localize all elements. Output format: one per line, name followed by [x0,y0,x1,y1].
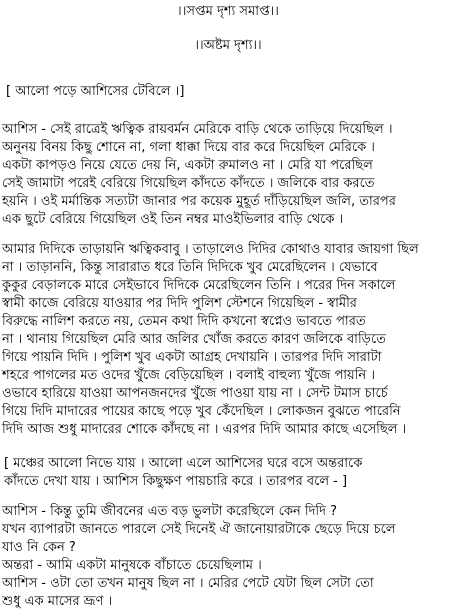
paragraph-line: আশিস - সেই রাত্রেই ঋত্বিক রায়বর্মন মেরিকে বাড়ি থেকে তাড়িয়ে দিয়েছিল । [2,122,393,137]
dialogue-line: আশিস - কিন্তু তুমি জীবনের এত বড় ভুলটা করেছিলে কেন দিদি ? [2,504,337,519]
dialogue-line: যখন ব্যাপারটা জানতে পারলে সেই দিনেই ঐ জানোয়ারটাকে ছেড়ে দিয়ে চলে [2,522,396,537]
paragraph-line: অনুনয় বিনয় কিছু শোনে না, গলা ধাক্কা দিয়ে বার করে দিয়েছিল মেরিকে । [2,140,375,155]
dialogue-line: শুধু এক মাসের ভ্রূণ । [2,594,113,609]
paragraph-line: এক ছুটে বেরিয়ে গিয়েছিল ওই তিন নম্বর মাওইভিলার বাড়ি থেকে । [2,212,344,227]
scene-end-heading: ।।সপ্তম দৃশ্য সমাপ্ত।। [177,4,279,19]
dialogue-line: যাও নি কেন ? [2,540,76,555]
paragraph-line: গিয়ে দিদি মাদারের পায়ের কাছে পড়ে খুব কেঁদেছিল । লোকজন বুঝতে পারেনি [2,404,401,419]
paragraph-line: স্বামী কাজে বেরিয়ে যাওয়ার পর দিদি পুলিশ স্টেশনে গিয়েছিল - স্বামীর [2,296,357,311]
stage-direction-line: [ মঞ্চের আলো নিভে যায় । আলো এলে আশিসের ঘরে বসে অন্তরাকে [4,456,363,471]
stage-direction-line: কাঁদতে দেখা যায় । আশিস কিছুক্ষণ পায়চারি করে । তারপর বলে - ] [4,474,348,489]
stage-direction-lights: [ আলো পড়ে আশিসের টেবিলে ।] [6,84,185,99]
paragraph-line: না । থানায় গিয়েছিল মেরি আর জলির খোঁজ করতে কারণ জলিকে বাড়িতে [2,332,386,347]
paragraph-line: কুকুর বেড়ালকে মারে সেইভাবে দিদিকে মেরেছিলেন তিনি । পরের দিন সকালে [2,278,396,293]
paragraph-line: দিদি আজ শুধু মাদারের শোকে কাঁদছে না । এরপর দিদি আমার কাছে এসেছিল । [2,422,407,437]
paragraph-line: গিয়ে পায়নি দিদি । পুলিশ খুব একটা আগ্রহ দেখায়নি । তারপর দিদি সারাটা [2,350,382,365]
dialogue-line: আশিস - ওটা তো তখন মানুষ ছিল না । মেরির পেটে যেটা ছিল সেটা তো [2,576,374,591]
paragraph-line: সেই জামাটা পরেই বেরিয়ে গিয়েছিল কাঁদতে কাঁদতে । জলিকে বার করতে [2,176,375,191]
paragraph-line: আমার দিদিকে তাড়ায়নি ঋত্বিকবাবু । তাড়ালেও দিদির কোথাও যাবার জায়গা ছিল [2,242,419,257]
paragraph-line: হয়নি । ওই মর্মান্তিক সত্যটা জানার পর কয়েক মুহূর্ত দাঁড়িয়েছিল জলি, তারপর [2,194,396,209]
paragraph-line: বিরুদ্ধে নালিশ করতে নয়, তেমন কথা দিদি কখনো স্বপ্নেও ভাবতে পারত [2,314,366,329]
paragraph-line: না । তাড়াননি, কিন্তু সারারাত ধরে তিনি দিদিকে খুব মেরেছিলেন । যেভাবে [2,260,378,275]
paragraph-line: একটা কাপড়ও নিয়ে যেতে দেয় নি, একটা রুমালও না । মেরি যা পরেছিল [2,158,373,173]
paragraph-line: ওভাবে হারিয়ে যাওয়া আপনজনদের খুঁজে পাওয়া যায় না । সেন্ট টমাস চার্চে [2,386,388,401]
dialogue-line: অন্তরা - আমি একটা মানুষকে বাঁচাতে চেয়েছিলাম । [2,558,262,573]
scene-title: ।।অষ্টম দৃশ্য।। [194,38,262,53]
paragraph-line: শহরে পাগলের মত ওদের খুঁজে বেড়িয়েছিল । বলাই বাহুল্য খুঁজে পায়নি । [2,368,375,383]
